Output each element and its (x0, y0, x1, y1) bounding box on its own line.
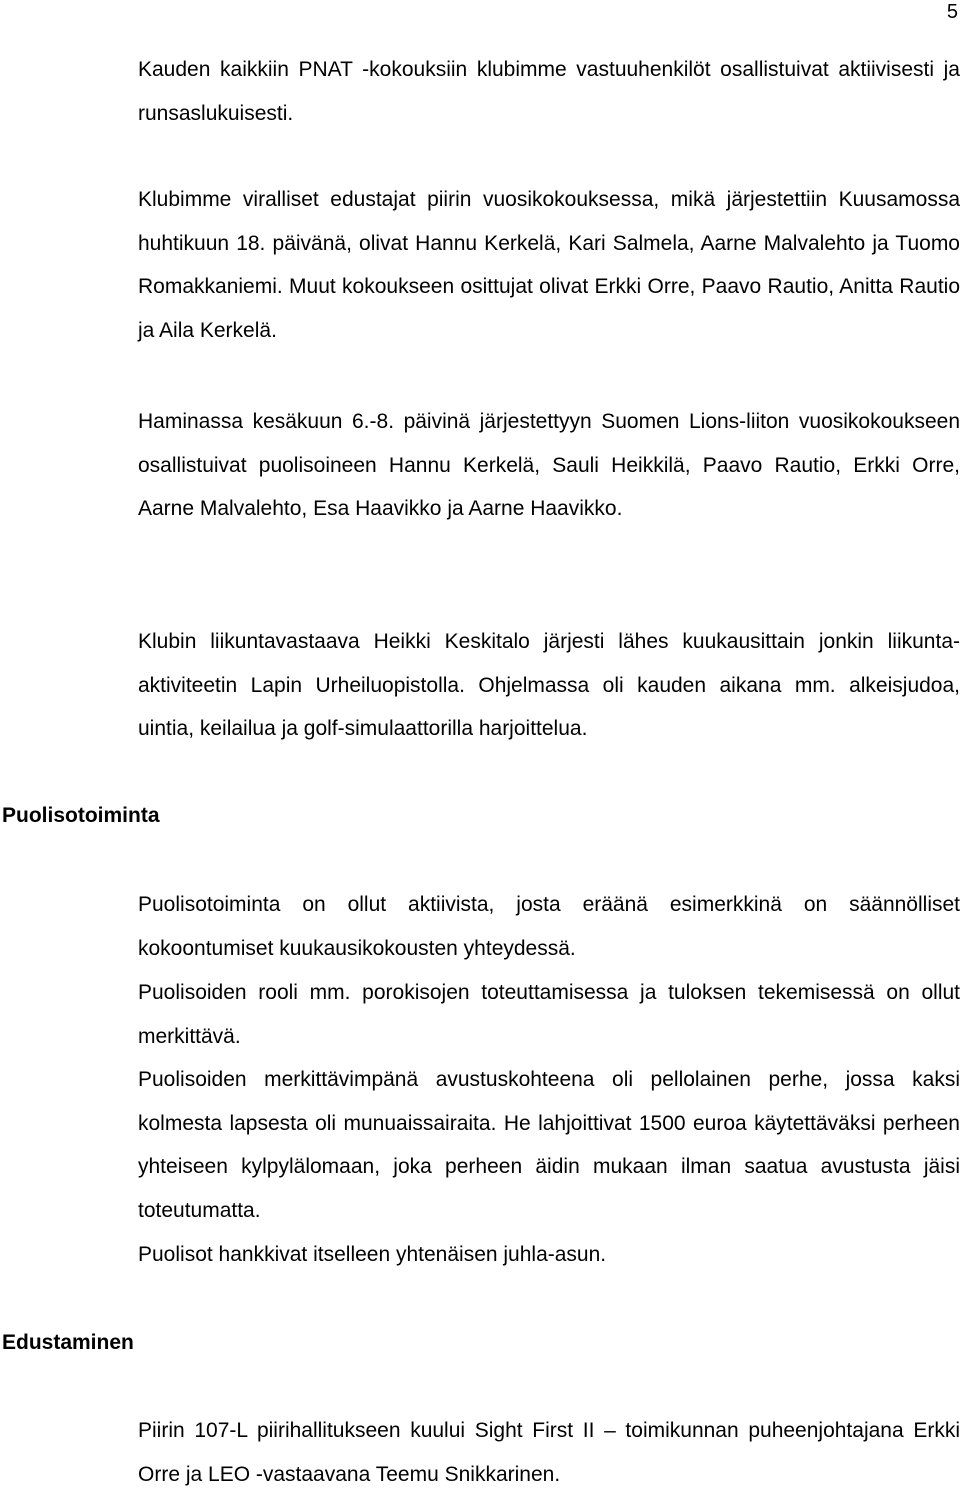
paragraph-spouse-role: Puolisoiden rooli mm. porokisojen toteuttamisessa ja tuloksen tekemisessä on ollut merkittävä. (138, 981, 960, 1048)
page-number: 5 (946, 1, 958, 23)
section-heading-edustaminen: Edustaminen (2, 1331, 134, 1354)
section-heading-puolisotoiminta: Puolisotoiminta (2, 804, 160, 827)
paragraph-district-delegates: Klubimme viralliset edustajat piirin vuosikokouksessa, mikä järjestettiin Kuusamossa huhtikuun 18. päivänä, olivat Hannu Kerkelä, Kari Salmela, Aarne Malvalehto ja Tuomo Romakkaniemi. Muut kokoukseen osittujat olivat Erkki Orre, Paavo Rautio, Anitta Rautio ja Aila Kerkelä. (138, 188, 960, 342)
paragraph-spouse-donation: Puolisoiden merkittävimpänä avustuskohteena oli pellolainen perhe, jossa kaksi kolmesta lapsesta oli munuaissairaita. He lahjoittivat 1500 euroa käytettäväksi perheen yhteiseen kylpylälomaan, joka perheen äidin mukaan ilman saatua avustusta jäisi toteutumatta. (138, 1068, 960, 1222)
paragraph-sports-activities: Klubin liikuntavastaava Heikki Keskitalo järjesti lähes kuukausittain jonkin liikunta-aktiviteetin Lapin Urheiluopistolla. Ohjelmassa oli kauden aikana mm. alkeisjudoa, uintia, keilailua ja golf-simulaattorilla harjoittelua. (138, 630, 960, 740)
paragraph-district-board: Piirin 107-L piirihallitukseen kuului Sight First II – toimikunnan puheenjohtajana Erkki Orre ja LEO -vastaavana Teemu Snikkarinen. (138, 1419, 960, 1486)
paragraph-national-convention: Haminassa kesäkuun 6.-8. päivinä järjestettyyn Suomen Lions-liiton vuosikokoukseen osallistuivat puolisoineen Hannu Kerkelä, Sauli Heikkilä, Paavo Rautio, Erkki Orre, Aarne Malvalehto, Esa Haavikko ja Aarne Haavikko. (138, 410, 960, 520)
paragraph-spouse-activity: Puolisotoiminta on ollut aktiivista, josta eräänä esimerkkinä on säännölliset kokoontumiset kuukausikokousten yhteydessä. (138, 893, 960, 960)
paragraph-pnat-meetings: Kauden kaikkiin PNAT -kokouksiin klubimme vastuuhenkilöt osallistuivat aktiivisesti ja runsaslukuisesti. (138, 58, 960, 125)
paragraph-spouse-outfit: Puolisot hankkivat itselleen yhtenäisen juhla-asun. (138, 1243, 607, 1266)
